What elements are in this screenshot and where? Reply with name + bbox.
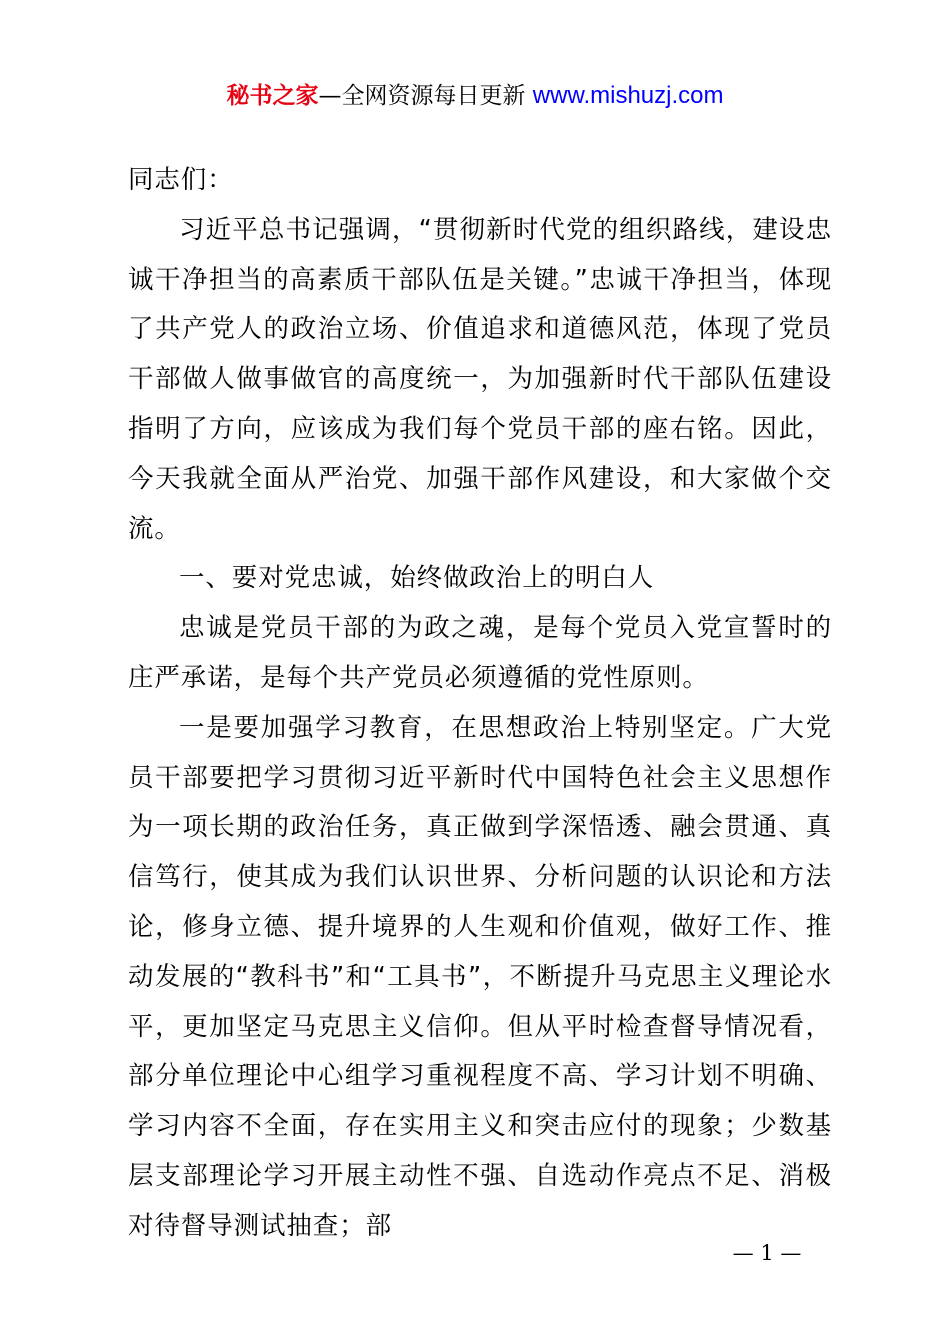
site-header [0,80,950,112]
paragraph-loyalty: 忠诚是党员干部的为政之魂，是每个党员入党宣誓时的庄严承诺，是每个共产党员必须遵循的党性原则。 [128,613,832,693]
site-tagline: —全网资源每日更新 [318,83,533,109]
site-url-link[interactable]: www.mishuzj.com [532,82,724,109]
paragraph-intro: 习近平总书记强调，“贯彻新时代党的组织路线，建设忠诚干净担当的高素质干部队伍是关键。”忠诚干净担当，体现了共产党人的政治立场、价值追求和道德风范，体现了党员干部做人做事做官的高度统一，为加强新时代干部队伍建设指明了方向，应该成为我们每个党员干部的座右铭。因此，今天我就全面从严治党、加强干部作风建设，和大家做个交流。 [128,214,832,544]
section-heading: 一、要对党忠诚，始终做政治上的明白人 [179,563,655,594]
page-number: — 1 — [732,1241,802,1265]
paragraph-study: 一是要加强学习教育，在思想政治上特别坚定。广大党员干部要把学习贯彻习近平新时代中国特色社会主义思想作为一项长期的政治任务，真正做到学深悟透、融会贯通、真信笃行，使其成为我们认识世界、分析问题的认识论和方法论，修身立德、提升境界的人生观和价值观，做好工作、推动发展的“教科书”和“工具书”，不断提升马克思主义理论水平，更加坚定马克思主义信仰。但从平时检查督导情况看，部分单位理论中心组学习重视程度不高、学习计划不明确、学习内容不全面，存在实用主义和突击应付的现象；少数基层支部理论学习开展主动性不强、自选动作亮点不足、消极对待督导测试抽查；部 [128,712,832,1241]
site-brand: 秘书之家 [226,83,319,109]
document-body [128,156,832,1252]
salutation: 同志们： [128,165,234,195]
